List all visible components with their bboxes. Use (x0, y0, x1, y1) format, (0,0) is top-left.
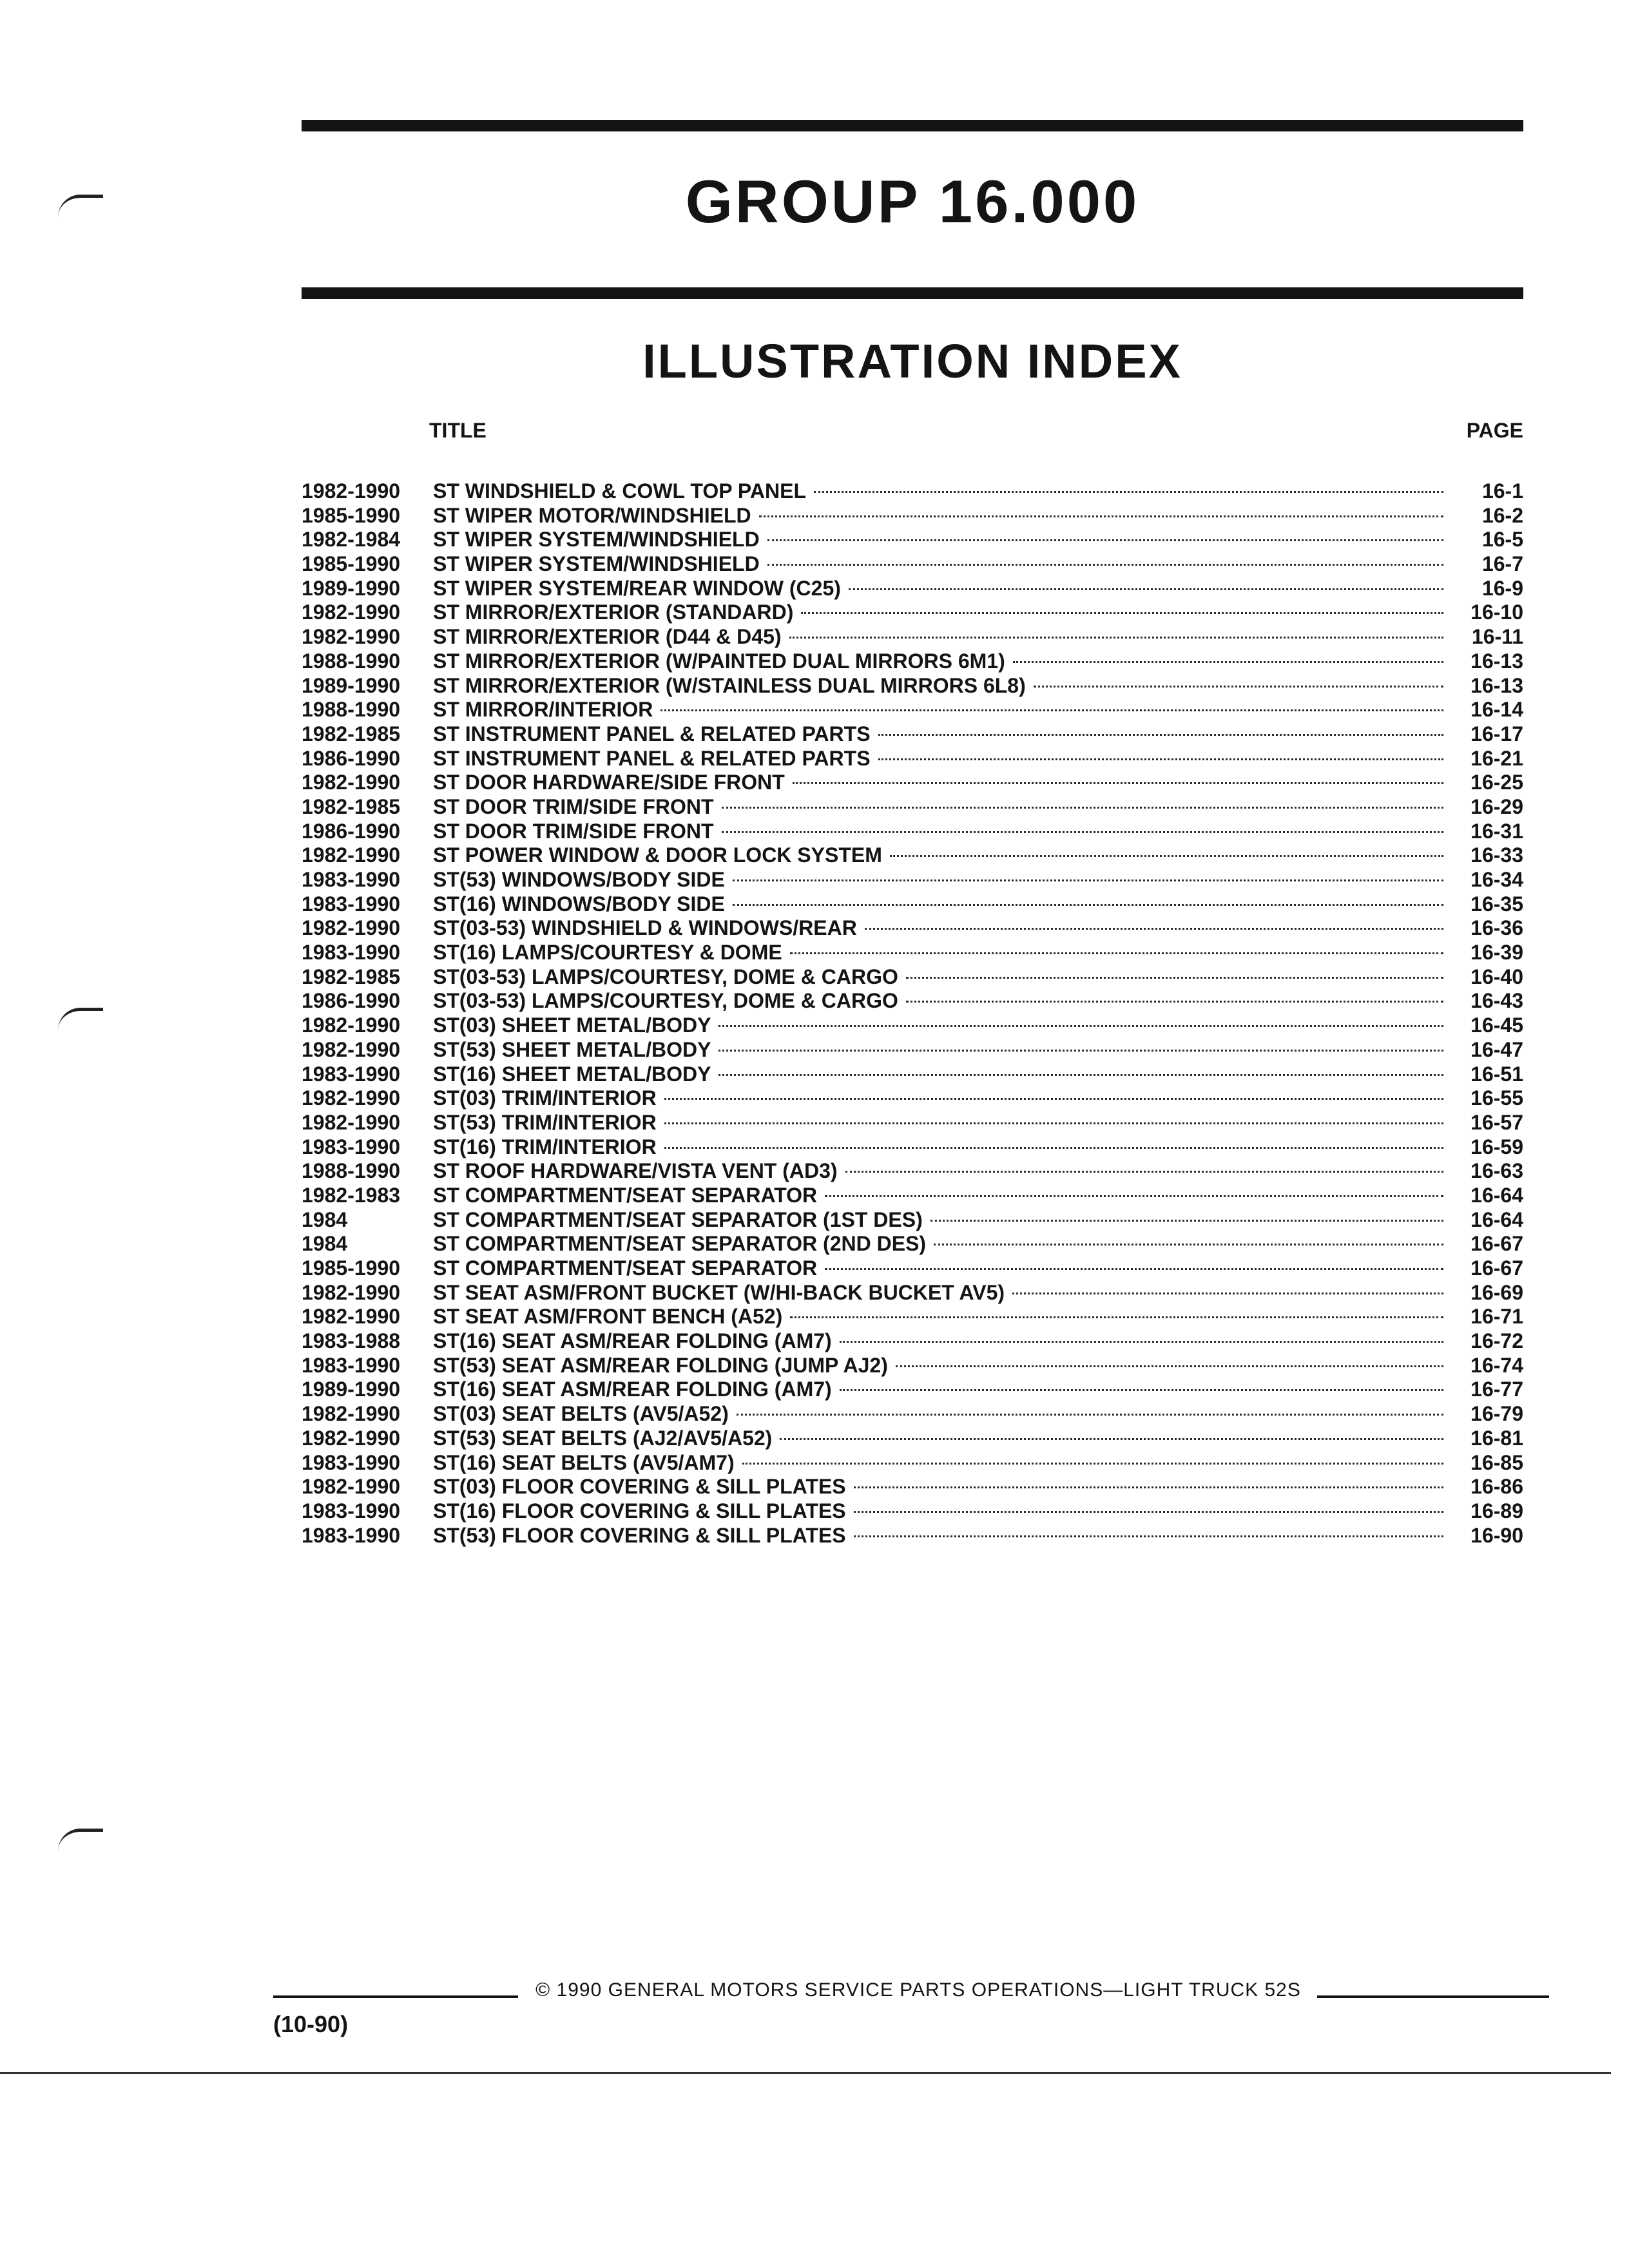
entry-years: 1986-1990 (302, 989, 401, 1013)
entry-title: ST MIRROR/EXTERIOR (W/STAINLESS DUAL MIRRORS 6L8) (433, 673, 1026, 697)
entry-title: ST(16) SEAT ASM/REAR FOLDING (AM7) (433, 1329, 832, 1353)
index-entry (302, 1451, 1523, 1475)
dot-leader (906, 977, 1443, 979)
binder-hole-mark (58, 1829, 103, 1851)
index-entry (302, 747, 1523, 771)
entry-title: ST ROOF HARDWARE/VISTA VENT (AD3) (433, 1159, 838, 1183)
entry-page: 16-51 (1470, 1062, 1523, 1086)
index-entry (302, 1038, 1523, 1062)
dot-leader (878, 758, 1443, 760)
entry-page: 16-39 (1470, 941, 1523, 965)
dot-leader (742, 1463, 1443, 1465)
entry-years: 1984 (302, 1207, 348, 1231)
entry-years: 1982-1990 (302, 1475, 401, 1499)
entry-title: ST MIRROR/INTERIOR (433, 698, 653, 722)
entry-years: 1982-1990 (302, 601, 401, 624)
index-entry (302, 916, 1523, 941)
dot-leader (865, 928, 1443, 930)
dot-leader (825, 1195, 1443, 1197)
entry-years: 1982-1984 (302, 528, 401, 552)
entry-title: ST(53) SHEET METAL/BODY (433, 1037, 711, 1061)
entry-years: 1988-1990 (302, 1159, 401, 1183)
entry-title: ST COMPARTMENT/SEAT SEPARATOR (1ST DES) (433, 1207, 923, 1231)
dot-leader (737, 1414, 1443, 1416)
entry-title: ST WIPER SYSTEM/REAR WINDOW (C25) (433, 576, 841, 600)
entry-page: 16-67 (1470, 1256, 1523, 1280)
entry-page: 16-64 (1470, 1207, 1523, 1231)
dot-leader (845, 1171, 1443, 1173)
entry-page: 16-34 (1470, 868, 1523, 891)
index-entry (302, 1378, 1523, 1402)
dot-leader (906, 1001, 1443, 1003)
index-entry (302, 1305, 1523, 1329)
entry-title: ST(16) LAMPS/COURTESY & DOME (433, 941, 782, 965)
index-entry (302, 577, 1523, 601)
dot-leader (890, 855, 1443, 857)
entry-years: 1983-1990 (302, 892, 401, 916)
entry-title: ST DOOR TRIM/SIDE FRONT (433, 819, 714, 843)
entry-years: 1982-1990 (302, 1305, 401, 1329)
entry-page: 16-59 (1470, 1135, 1523, 1158)
entry-years: 1983-1988 (302, 1329, 401, 1353)
entry-title: ST(16) FLOOR COVERING & SILL PLATES (433, 1499, 846, 1523)
index-entry (302, 1354, 1523, 1378)
footer-rule-left (273, 1995, 518, 1998)
entry-page: 16-57 (1470, 1110, 1523, 1134)
entry-years: 1985-1990 (302, 1256, 401, 1280)
entry-page: 16-79 (1470, 1402, 1523, 1426)
entry-page: 16-29 (1470, 794, 1523, 818)
index-entry (302, 965, 1523, 990)
dot-leader (854, 1486, 1443, 1488)
index-entry (302, 1402, 1523, 1427)
dot-leader (934, 1244, 1443, 1245)
entry-page: 16-2 (1481, 503, 1523, 527)
entry-years: 1982-1990 (302, 843, 401, 867)
dot-leader (790, 952, 1443, 954)
entry-title: ST(53) SEAT ASM/REAR FOLDING (JUMP AJ2) (433, 1353, 888, 1377)
entry-page: 16-13 (1470, 673, 1523, 697)
dot-leader (733, 904, 1443, 906)
index-entry (302, 1499, 1523, 1524)
index-entry (302, 625, 1523, 649)
entry-title: ST(03-53) WINDSHIELD & WINDOWS/REAR (433, 916, 857, 940)
dot-leader (854, 1535, 1443, 1537)
entry-years: 1982-1990 (302, 916, 401, 940)
entry-page: 16-43 (1470, 989, 1523, 1013)
entry-years: 1982-1990 (302, 771, 401, 794)
entry-title: ST(16) SHEET METAL/BODY (433, 1062, 711, 1086)
entry-page: 16-55 (1470, 1086, 1523, 1110)
entry-page: 16-89 (1470, 1499, 1523, 1523)
index-entry (302, 892, 1523, 917)
page-bottom-line (0, 2072, 1611, 2074)
index-entry (302, 479, 1523, 504)
entry-years: 1983-1990 (302, 1499, 401, 1523)
entry-years: 1983-1990 (302, 1062, 401, 1086)
entry-page: 16-31 (1470, 819, 1523, 843)
entry-years: 1982-1990 (302, 1110, 401, 1134)
entry-title: ST MIRROR/EXTERIOR (D44 & D45) (433, 625, 782, 649)
index-entry (302, 1475, 1523, 1499)
entry-page: 16-33 (1470, 843, 1523, 867)
binder-hole-mark (58, 1008, 103, 1030)
index-entry (302, 989, 1523, 1014)
entry-title: ST COMPARTMENT/SEAT SEPARATOR (2ND DES) (433, 1232, 927, 1256)
entry-title: ST(03) SEAT BELTS (AV5/A52) (433, 1402, 729, 1426)
entry-title: ST(03) TRIM/INTERIOR (433, 1086, 657, 1110)
index-entry (302, 1086, 1523, 1111)
entry-title: ST WIPER SYSTEM/WINDSHIELD (433, 528, 760, 552)
entry-title: ST COMPARTMENT/SEAT SEPARATOR (433, 1183, 818, 1207)
entry-page: 16-7 (1481, 552, 1523, 576)
header-rule-bottom (302, 287, 1523, 299)
index-entry (302, 1232, 1523, 1256)
entry-years: 1982-1990 (302, 479, 401, 503)
entry-years: 1982-1983 (302, 1183, 401, 1207)
index-entry (302, 1184, 1523, 1208)
entry-years: 1982-1990 (302, 1086, 401, 1110)
header-rule-top (302, 120, 1523, 131)
entry-title: ST DOOR HARDWARE/SIDE FRONT (433, 771, 785, 794)
entry-title: ST WINDSHIELD & COWL TOP PANEL (433, 479, 806, 503)
entry-title: ST(03) FLOOR COVERING & SILL PLATES (433, 1475, 846, 1499)
index-entry (302, 504, 1523, 528)
entry-years: 1982-1990 (302, 1014, 401, 1037)
entry-years: 1982-1985 (302, 722, 401, 745)
entry-title: ST MIRROR/EXTERIOR (W/PAINTED DUAL MIRRORS 6M1) (433, 649, 1005, 673)
entry-page: 16-10 (1470, 601, 1523, 624)
dot-leader (896, 1365, 1443, 1367)
dot-leader (878, 734, 1443, 736)
entry-page: 16-13 (1470, 649, 1523, 673)
dot-leader (1034, 686, 1443, 687)
index-entry (302, 552, 1523, 577)
entry-title: ST DOOR TRIM/SIDE FRONT (433, 794, 714, 818)
entry-years: 1982-1985 (302, 965, 401, 988)
entry-page: 16-90 (1470, 1523, 1523, 1547)
entry-page: 16-5 (1481, 528, 1523, 552)
entry-years: 1982-1985 (302, 794, 401, 818)
entry-years: 1983-1990 (302, 868, 401, 891)
index-entry (302, 1062, 1523, 1087)
entry-page: 16-71 (1470, 1305, 1523, 1329)
dot-leader (660, 709, 1443, 711)
dot-leader (718, 1074, 1443, 1076)
index-entry (302, 1208, 1523, 1233)
entry-years: 1989-1990 (302, 576, 401, 600)
dot-leader (759, 515, 1443, 517)
dot-leader (849, 588, 1443, 590)
index-entry (302, 722, 1523, 747)
entry-page: 16-40 (1470, 965, 1523, 988)
index-entry (302, 1427, 1523, 1451)
entry-page: 16-67 (1470, 1232, 1523, 1256)
index-entry (302, 795, 1523, 820)
entry-years: 1989-1990 (302, 673, 401, 697)
dot-leader (789, 637, 1443, 639)
entry-page: 16-21 (1470, 746, 1523, 770)
dot-leader (664, 1147, 1443, 1149)
index-entry (302, 868, 1523, 892)
dot-leader (840, 1341, 1443, 1343)
entry-title: ST SEAT ASM/FRONT BENCH (A52) (433, 1305, 783, 1329)
dot-leader (790, 1316, 1443, 1318)
entry-title: ST(03-53) LAMPS/COURTESY, DOME & CARGO (433, 989, 898, 1013)
dot-leader (664, 1122, 1443, 1124)
dot-leader (718, 1025, 1443, 1027)
dot-leader (814, 491, 1443, 493)
index-title: ILLUSTRATION INDEX (642, 334, 1182, 388)
entry-page: 16-64 (1470, 1183, 1523, 1207)
dot-leader (733, 879, 1443, 881)
dot-leader (793, 782, 1443, 784)
footer-copyright: © 1990 GENERAL MOTORS SERVICE PARTS OPERATIONS—LIGHT TRUCK 52S (535, 1979, 1301, 2001)
entry-title: ST(16) SEAT BELTS (AV5/AM7) (433, 1450, 735, 1474)
index-entry (302, 1329, 1523, 1354)
index-entry (302, 1014, 1523, 1038)
index-entry (302, 941, 1523, 965)
dot-leader (722, 807, 1443, 809)
entry-years: 1983-1990 (302, 941, 401, 965)
dot-leader (767, 564, 1443, 566)
entry-years: 1985-1990 (302, 503, 401, 527)
index-entry (302, 698, 1523, 722)
group-title: GROUP 16.000 (685, 168, 1140, 235)
column-header-title: TITLE (429, 419, 487, 442)
entry-title: ST COMPARTMENT/SEAT SEPARATOR (433, 1256, 818, 1280)
dot-leader (854, 1511, 1443, 1513)
entry-title: ST(16) SEAT ASM/REAR FOLDING (AM7) (433, 1378, 832, 1401)
entry-years: 1984 (302, 1232, 348, 1256)
entry-years: 1989-1990 (302, 1378, 401, 1401)
entry-years: 1986-1990 (302, 819, 401, 843)
index-entry (302, 1281, 1523, 1305)
dot-leader (840, 1389, 1443, 1391)
entry-page: 16-74 (1470, 1353, 1523, 1377)
entry-title: ST(16) TRIM/INTERIOR (433, 1135, 657, 1158)
entry-page: 16-81 (1470, 1426, 1523, 1450)
entry-years: 1985-1990 (302, 552, 401, 576)
entry-years: 1983-1990 (302, 1135, 401, 1158)
index-entry (302, 649, 1523, 674)
revision-date: (10-90) (273, 2011, 349, 2037)
entry-page: 16-69 (1470, 1280, 1523, 1304)
entry-title: ST(16) WINDOWS/BODY SIDE (433, 892, 725, 916)
entry-page: 16-35 (1470, 892, 1523, 916)
illustration-index-list (302, 479, 1523, 1548)
entry-years: 1982-1990 (302, 1402, 401, 1426)
entry-years: 1983-1990 (302, 1353, 401, 1377)
index-entry (302, 1524, 1523, 1548)
dot-leader (664, 1098, 1443, 1100)
entry-title: ST SEAT ASM/FRONT BUCKET (W/HI-BACK BUCKET AV5) (433, 1280, 1005, 1304)
entry-title: ST(53) FLOOR COVERING & SILL PLATES (433, 1523, 846, 1547)
dot-leader (722, 831, 1443, 833)
entry-title: ST WIPER MOTOR/WINDSHIELD (433, 503, 751, 527)
entry-years: 1982-1990 (302, 625, 401, 649)
entry-years: 1988-1990 (302, 649, 401, 673)
entry-title: ST(03-53) LAMPS/COURTESY, DOME & CARGO (433, 965, 898, 988)
index-entry (302, 843, 1523, 868)
entry-page: 16-36 (1470, 916, 1523, 940)
index-entry (302, 1256, 1523, 1281)
entry-page: 16-72 (1470, 1329, 1523, 1353)
entry-title: ST POWER WINDOW & DOOR LOCK SYSTEM (433, 843, 882, 867)
entry-years: 1983-1990 (302, 1450, 401, 1474)
index-entry (302, 820, 1523, 844)
entry-years: 1982-1990 (302, 1426, 401, 1450)
entry-title: ST INSTRUMENT PANEL & RELATED PARTS (433, 746, 871, 770)
entry-title: ST WIPER SYSTEM/WINDSHIELD (433, 552, 760, 576)
entry-title: ST(03) SHEET METAL/BODY (433, 1014, 711, 1037)
entry-page: 16-25 (1470, 771, 1523, 794)
entry-years: 1982-1990 (302, 1037, 401, 1061)
dot-leader (801, 612, 1443, 614)
binder-hole-mark (58, 195, 103, 217)
column-header-page: PAGE (1466, 419, 1523, 442)
entry-title: ST(53) WINDOWS/BODY SIDE (433, 868, 725, 891)
entry-page: 16-86 (1470, 1475, 1523, 1499)
entry-years: 1983-1990 (302, 1523, 401, 1547)
entry-page: 16-14 (1470, 698, 1523, 722)
entry-page: 16-11 (1471, 625, 1523, 649)
index-entry (302, 674, 1523, 698)
index-entry (302, 771, 1523, 795)
entry-page: 16-77 (1470, 1378, 1523, 1401)
entry-page: 16-85 (1470, 1450, 1523, 1474)
entry-title: ST(53) SEAT BELTS (AJ2/AV5/A52) (433, 1426, 773, 1450)
index-entry (302, 528, 1523, 552)
dot-leader (780, 1438, 1443, 1440)
index-entry (302, 1159, 1523, 1184)
entry-years: 1982-1990 (302, 1280, 401, 1304)
dot-leader (767, 539, 1443, 541)
entry-title: ST(53) TRIM/INTERIOR (433, 1110, 657, 1134)
footer-rule-right (1317, 1995, 1549, 1998)
dot-leader (718, 1050, 1443, 1052)
entry-page: 16-1 (1481, 479, 1523, 503)
entry-page: 16-45 (1470, 1014, 1523, 1037)
index-entry (302, 601, 1523, 625)
dot-leader (930, 1220, 1443, 1222)
entry-years: 1986-1990 (302, 746, 401, 770)
dot-leader (825, 1268, 1443, 1270)
entry-page: 16-9 (1481, 576, 1523, 600)
entry-title: ST INSTRUMENT PANEL & RELATED PARTS (433, 722, 871, 745)
entry-title: ST MIRROR/EXTERIOR (STANDARD) (433, 601, 794, 624)
entry-page: 16-47 (1470, 1037, 1523, 1061)
entry-page: 16-63 (1470, 1159, 1523, 1183)
entry-page: 16-17 (1470, 722, 1523, 745)
entry-years: 1988-1990 (302, 698, 401, 722)
index-entry (302, 1111, 1523, 1135)
index-entry (302, 1135, 1523, 1160)
dot-leader (1012, 1293, 1443, 1294)
dot-leader (1013, 661, 1443, 663)
